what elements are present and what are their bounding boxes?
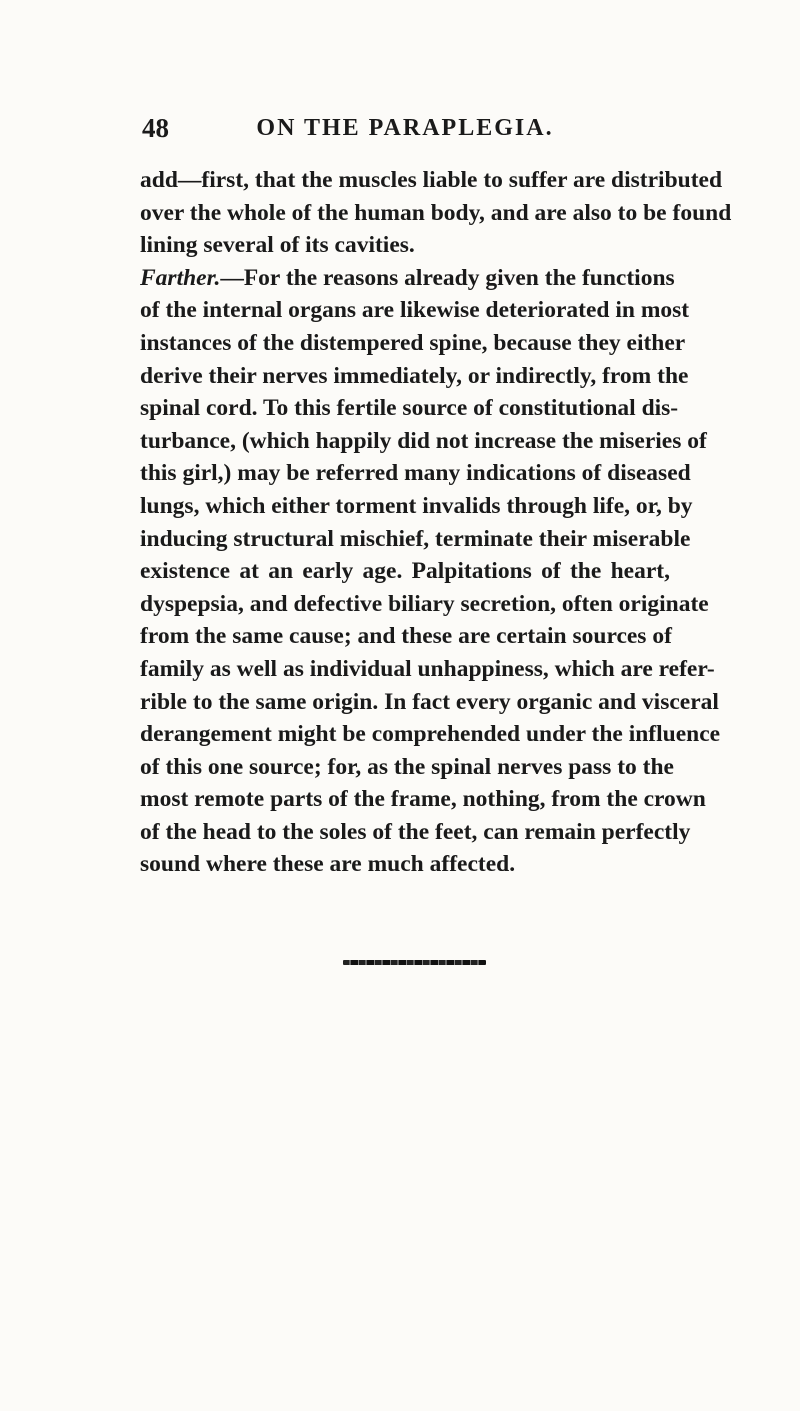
text-line: of this one source; for, as the spinal nerves pass to the [140,753,674,780]
text-line: most remote parts of the frame, nothing, from the crown [140,786,706,813]
body-text [140,164,732,881]
text-line: turbance, (which happily did not increase the miseries of [140,427,707,454]
page-number: 48 [142,113,169,143]
text-line: sound where these are much affected. [140,851,516,878]
text-line: derangement might be comprehended under the influence [140,721,721,748]
tailpiece-ornament [343,960,486,965]
text-line: family as well as individual unhappiness, which are refer- [140,655,715,682]
text-line: derive their nerves immediately, or indirectly, from the [140,362,689,389]
text-line: this girl,) may be referred many indications of diseased [140,460,691,487]
section-lead-word: Farther. [140,264,221,291]
text-line: from the same cause; and these are certain sources of [140,623,672,650]
text-line: lining several of its cavities. [140,232,415,259]
text-line [140,262,675,295]
text-line: instances of the distempered spine, because they either [140,329,686,356]
text-line: of the head to the soles of the feet, can remain perfectly [140,818,691,845]
text-line: existence at an early age. Palpitations of the heart, [140,558,670,585]
text-line: add—first, that the muscles liable to suffer are distributed [140,167,723,193]
text-line: spinal cord. To this fertile source of constitutional dis- [140,395,679,422]
text-line: over the whole of the human body, and are also to be found [140,199,732,226]
text-line: dyspepsia, and defective biliary secretion, often originate [140,590,709,617]
text-line: inducing structural mischief, terminate their miserable [140,525,691,552]
text-line-rest: —For the reasons already given the functions [220,264,675,291]
running-head: ON THE PARAPLEGIA. [256,115,554,141]
text-line: lungs, which either torment invalids through life, or, by [140,492,693,519]
text-line: of the internal organs are likewise deteriorated in most [140,297,690,324]
text-line: rible to the same origin. In fact every organic and visceral [140,688,719,715]
